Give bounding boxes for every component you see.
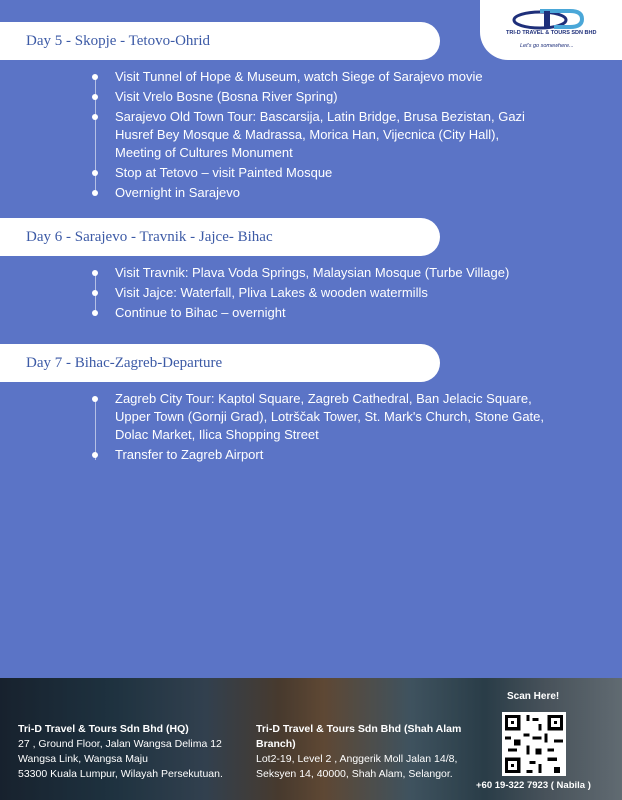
bullet-icon: [92, 290, 98, 296]
list-item: Stop at Tetovo – visit Painted Mosque: [88, 164, 548, 182]
list-item: Transfer to Zagreb Airport: [88, 446, 548, 464]
bullet-icon: [92, 310, 98, 316]
hq-office: [18, 722, 243, 782]
bullet-icon: [92, 190, 98, 196]
list-item: Zagreb City Tour: Kaptol Square, Zagreb Cathedral, Ban Jelacic Square, Upper Town (Gornji Grad), Lotrščak Tower, St. Mark's Church, Stone Gate, Dolac Market, Ilica Shopping Street: [88, 390, 548, 444]
bullet-icon: [92, 170, 98, 176]
list-item: Visit Tunnel of Hope & Museum, watch Siege of Sarajevo movie: [88, 68, 548, 86]
logo-badge: [480, 0, 622, 60]
list-item: Visit Jajce: Waterfall, Pliva Lakes & wooden watermills: [88, 284, 548, 302]
hq-address-line: Wangsa Link, Wangsa Maju: [18, 753, 148, 765]
bullet-icon: [92, 396, 98, 402]
logo-brand-text: TRI-D TRAVEL & TOURS SDN BHD: [506, 30, 597, 36]
branch-address-line: Seksyen 14, 40000, Shah Alam, Selangor.: [256, 768, 453, 780]
footer: [0, 678, 622, 800]
day-5-title: Day 5 - Skopje - Tetovo-Ohrid: [26, 32, 211, 49]
bullet-icon: [92, 114, 98, 120]
day-6-activities: [88, 264, 548, 324]
company-logo-icon: [510, 8, 590, 30]
bullet-icon: [92, 74, 98, 80]
hq-address-line: 27 , Ground Floor, Jalan Wangsa Delima 12: [18, 738, 222, 750]
scan-label: Scan Here!: [507, 691, 560, 702]
bullet-icon: [92, 452, 98, 458]
list-item: Sarajevo Old Town Tour: Bascarsija, Latin Bridge, Brusa Bezistan, Gazi Husref Bey Mosque & Madrassa, Morica Han, Vijecnica (City Hall), Meeting of Cultures Monument: [88, 108, 548, 162]
qr-code-icon[interactable]: [502, 712, 566, 776]
list-item: Continue to Bihac – overnight: [88, 304, 548, 322]
list-item: Visit Vrelo Bosne (Bosna River Spring): [88, 88, 548, 106]
contact-phone[interactable]: +60 19-322 7923 ( Nabila ): [476, 780, 591, 791]
list-item: Overnight in Sarajevo: [88, 184, 548, 202]
branch-address-line: Lot2-19, Level 2 , Anggerik Moll Jalan 14/8,: [256, 753, 458, 765]
day-7-title: Day 7 - Bihac-Zagreb-Departure: [26, 354, 223, 371]
list-item: Visit Travnik: Plava Voda Springs, Malaysian Mosque (Turbe Village): [88, 264, 548, 282]
day-5-activities: [88, 68, 548, 204]
hq-name: Tri-D Travel & Tours Sdn Bhd (HQ): [18, 723, 189, 735]
hq-address-line: 53300 Kuala Lumpur, Wilayah Persekutuan.: [18, 768, 223, 780]
logo-tagline: Let's go somewhere...: [520, 43, 574, 49]
day-5-header: [0, 22, 440, 60]
day-7-activities: [88, 390, 548, 466]
branch-office: [256, 722, 486, 782]
bullet-icon: [92, 270, 98, 276]
branch-name: Tri-D Travel & Tours Sdn Bhd (Shah Alam Branch): [256, 723, 462, 750]
day-6-header: [0, 218, 440, 256]
day-6-title: Day 6 - Sarajevo - Travnik - Jajce- Bihac: [26, 228, 273, 245]
day-7-header: [0, 344, 440, 382]
bullet-icon: [92, 94, 98, 100]
